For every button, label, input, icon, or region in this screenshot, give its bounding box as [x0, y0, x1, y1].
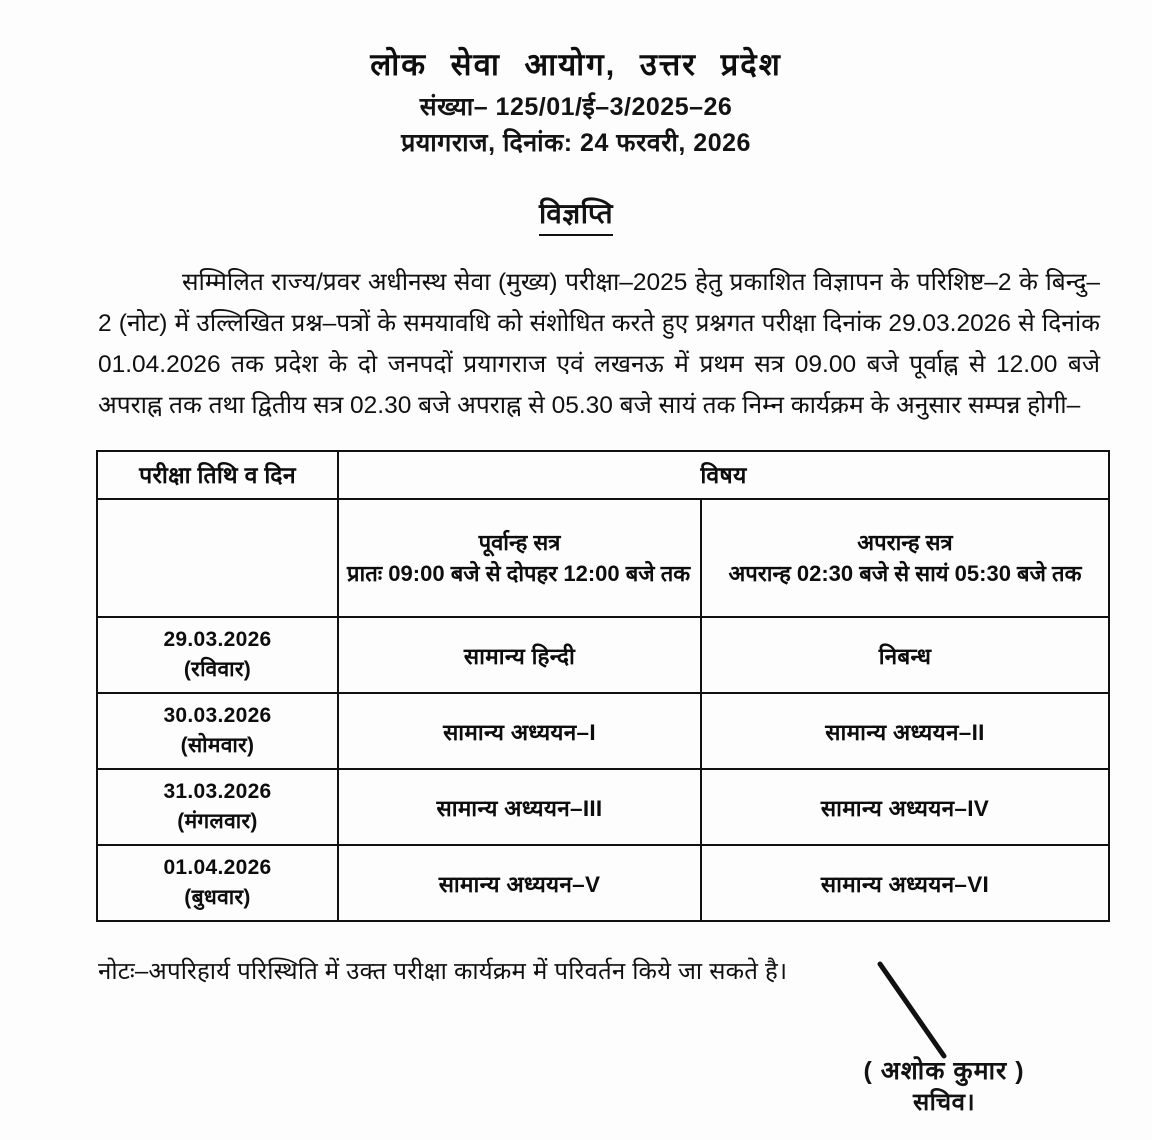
afternoon-subject: सामान्य अध्ययन–IV: [701, 769, 1109, 845]
paragraph-text: सम्मिलित राज्य/प्रवर अधीनस्थ सेवा (मुख्य) परीक्षा–2025 हेतु प्रकाशित विज्ञापन के परिशिष्ट–2 के बिन्दु–2 (नोट) में उल्लिखित प्रश्न–पत्रों के समयावधि को संशोधित करते हुए प्रश्नगत परीक्षा दिनांक 29.03.2026 से दिनांक 01.04.2026 तक प्रदेश के दो जनपदों प्रयागराज एवं लखनऊ में प्रथम सत्र 09.00 बजे पूर्वाह्न से 12.00 बजे अपराह्न तक तथा द्वितीय सत्र 02.30 बजे अपराह्न से 05.30 बजे सायं तक निम्न कार्यक्रम के अनुसार सम्पन्न होगी–: [98, 269, 1100, 420]
handwritten-signature-icon: [866, 958, 986, 1063]
morning-session-timing: प्रातः 09:00 बजे से दोपहर 12:00 बजे तक: [347, 561, 691, 587]
table-header-row-2: [97, 499, 1109, 617]
header-exam-date-day: परीक्षा तिथि व दिन: [97, 451, 338, 499]
schedule-table-container: [96, 450, 1108, 922]
exam-date: 01.04.2026: [163, 856, 272, 880]
document-header: [0, 0, 1152, 161]
exam-day: (मंगलवार): [177, 810, 258, 834]
morning-session-title: पूर्वान्ह सत्र: [478, 530, 561, 556]
exam-day: (रविवार): [183, 658, 252, 682]
table-row: [97, 693, 1109, 769]
document-title-container: [0, 194, 1152, 236]
header-subject: विषय: [338, 451, 1109, 499]
exam-date: 30.03.2026: [163, 704, 272, 728]
exam-date: 29.03.2026: [163, 628, 272, 652]
header-morning-session: [338, 499, 701, 617]
signatory-name: ( अशोक कुमार ): [863, 1057, 1025, 1085]
exam-date: 31.03.2026: [163, 780, 272, 804]
header-date-empty-cell: [97, 499, 338, 617]
afternoon-subject: निबन्ध: [701, 617, 1109, 693]
morning-subject: सामान्य अध्ययन–V: [338, 845, 701, 921]
exam-date-cell: [97, 769, 338, 845]
organization-name: लोक सेवा आयोग, उत्तर प्रदेश: [370, 47, 782, 82]
afternoon-subject: सामान्य अध्ययन–VI: [701, 845, 1109, 921]
morning-subject: सामान्य अध्ययन–I: [338, 693, 701, 769]
header-afternoon-session: [701, 499, 1109, 617]
exam-date-cell: [97, 693, 338, 769]
exam-day: (सोमवार): [180, 734, 255, 758]
afternoon-session-timing: अपरान्ह 02:30 बजे से सायं 05:30 बजे तक: [728, 561, 1082, 587]
place-and-date: प्रयागराज, दिनांक: 24 फरवरी, 2026: [401, 129, 751, 158]
morning-subject: सामान्य हिन्दी: [338, 617, 701, 693]
afternoon-subject: सामान्य अध्ययन–II: [701, 693, 1109, 769]
exam-date-cell: [97, 845, 338, 921]
exam-schedule-table: [96, 450, 1110, 922]
afternoon-session-title: अपरान्ह सत्र: [857, 530, 953, 556]
signatory-designation: सचिव।: [912, 1089, 976, 1117]
reference-number: संख्या– 125/01/ई–3/2025–26: [419, 92, 733, 121]
body-paragraph: [98, 262, 1100, 426]
note-text: नोटः–अपरिहार्य परिस्थिति में उक्त परीक्षा कार्यक्रम में परिवर्तन किये जा सकते है।: [98, 958, 788, 986]
table-row: [97, 845, 1109, 921]
document-title: विज्ञप्ति: [539, 194, 613, 236]
morning-subject: सामान्य अध्ययन–III: [338, 769, 701, 845]
signature-block: [794, 960, 1094, 1118]
table-row: [97, 617, 1109, 693]
table-row: [97, 769, 1109, 845]
exam-day: (बुधवार): [184, 886, 251, 910]
table-header-row-1: [97, 451, 1109, 499]
exam-date-cell: [97, 617, 338, 693]
